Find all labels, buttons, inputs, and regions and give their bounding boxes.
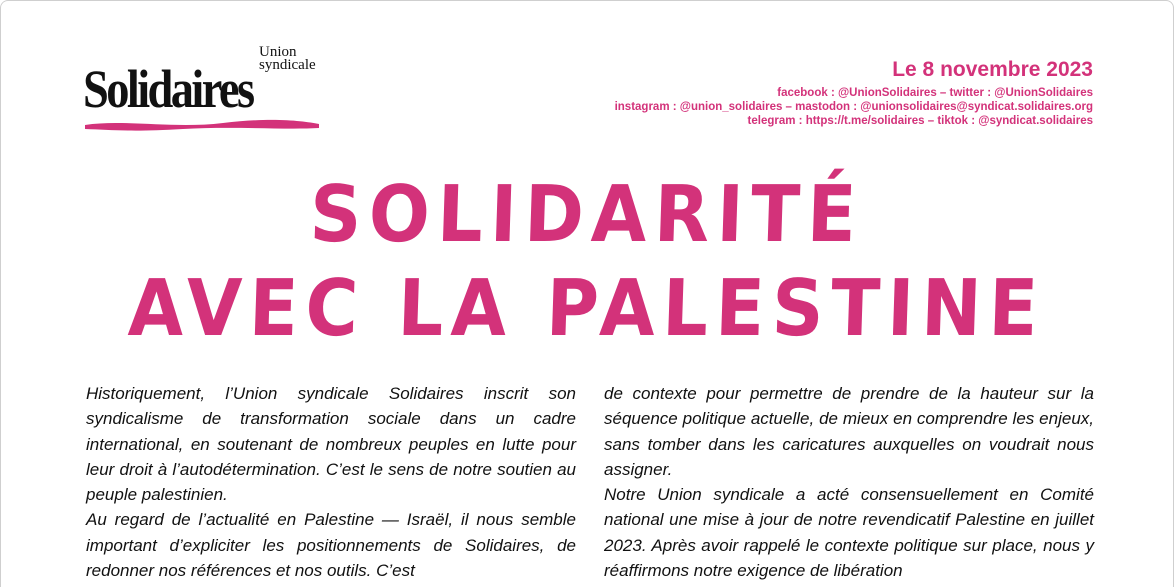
paragraph: de contexte pour permettre de prendre de la hauteur sur la séquence politique actuelle, de mieux en comprendre les enjeux, sans tomber dans les caricatures auxquelles on voudrait nous assigner. — [604, 384, 1094, 479]
body-column-left — [86, 381, 576, 583]
logo-swoosh-icon — [83, 117, 323, 131]
header-info — [615, 57, 1093, 128]
paragraph: Notre Union syndicale a acté consensuellement en Comité national une mise à jour de notre revendicatif Palestine en juillet 2023. Après avoir rappelé le contexte politique sur place, nous y réaffirmons notre exigence de libération — [604, 485, 1094, 581]
logo-union-text: Union — [259, 44, 297, 60]
logo-wordmark: Solidaires — [83, 59, 253, 119]
solidaires-logo — [83, 45, 323, 131]
document-date: Le 8 novembre 2023 — [892, 58, 1093, 81]
paragraph: Au regard de l’actualité en Palestine — Israël, il nous semble important d’expliciter les positionnements de Solidaires, de redonner nos références et nos outils. C’est — [86, 510, 576, 581]
logo-syndicale-text: syndicale — [259, 57, 316, 73]
title-line-2: AVEC LA PALESTINE — [126, 264, 1047, 354]
social-line-2: instagram : @union_solidaires – mastodon : @unionsolidaires@syndicat.solidaires.org — [614, 101, 1093, 113]
paragraph: Historiquement, l’Union syndicale Solidaires inscrit son syndicalisme de transformation sociale dans un cadre international, en soutenant de nombreux peuples en lutte pour leur droit à l’autodétermination. C’est le sens de notre soutien au peuple palestinien. — [86, 384, 576, 505]
body-column-right — [604, 381, 1094, 583]
social-line-1: facebook : @UnionSolidaires – twitter : @UnionSolidaires — [777, 87, 1093, 99]
social-line-3: telegram : https://t.me/solidaires – tiktok : @syndicat.solidaires — [747, 115, 1093, 127]
title-line-1: SOLIDARITÉ — [308, 170, 865, 260]
